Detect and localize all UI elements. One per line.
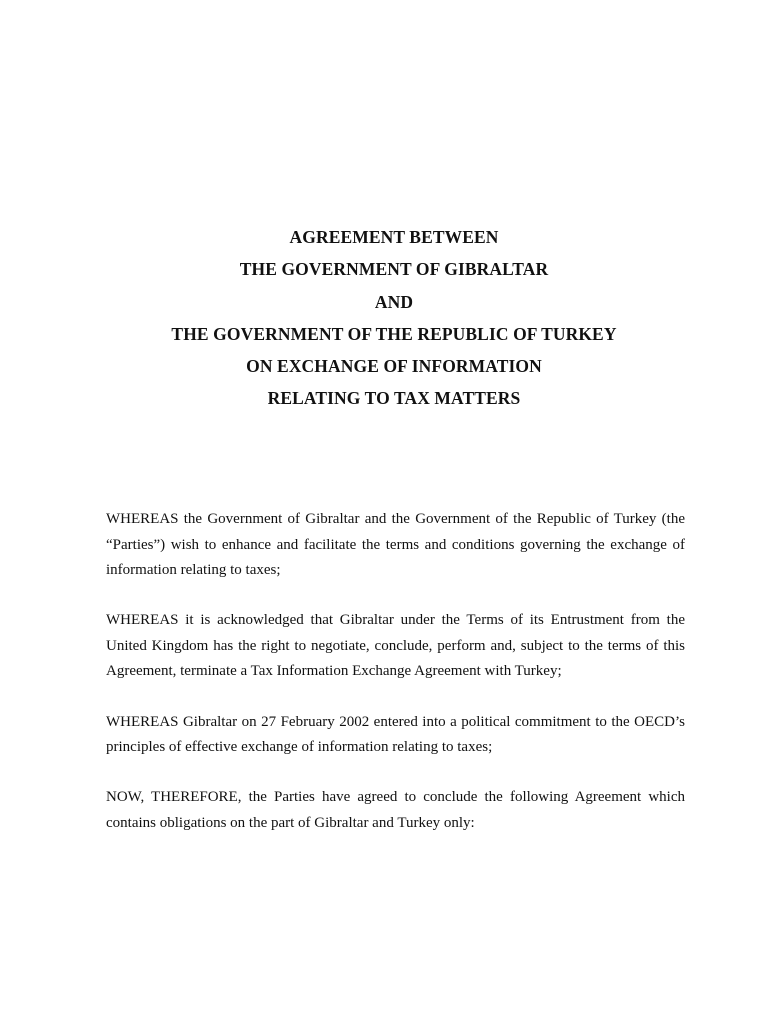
agreement-title bbox=[0, 221, 768, 415]
title-line: ON EXCHANGE OF INFORMATION bbox=[246, 356, 542, 377]
preamble-paragraph: WHEREAS the Government of Gibraltar and the Government of the Republic of Turkey (the “Parties”) wish to enhance and facilitate the terms and conditions governing the exchange of information relating to taxes; bbox=[106, 511, 685, 579]
title-line: AND bbox=[374, 291, 414, 312]
preamble bbox=[106, 507, 685, 861]
title-line: RELATING TO TAX MATTERS bbox=[267, 388, 521, 409]
preamble-paragraph: WHEREAS it is acknowledged that Gibraltar under the Terms of its Entrustment from the United Kingdom has the right to negotiate, conclude, perform and, subject to the terms of this Agreement, terminate a Tax Information Exchange Agreement with Turkey; bbox=[106, 612, 685, 680]
preamble-paragraph: NOW, THEREFORE, the Parties have agreed to conclude the following Agreement which contains obligations on the part of Gibraltar and Turkey only: bbox=[106, 789, 685, 831]
title-line: THE GOVERNMENT OF GIBRALTAR bbox=[239, 259, 549, 280]
preamble-paragraph: WHEREAS Gibraltar on 27 February 2002 entered into a political commitment to the OECD’s principles of effective exchange of information relating to taxes; bbox=[106, 713, 685, 756]
title-line: THE GOVERNMENT OF THE REPUBLIC OF TURKEY bbox=[171, 323, 617, 344]
title-line: AGREEMENT BETWEEN bbox=[289, 227, 499, 247]
